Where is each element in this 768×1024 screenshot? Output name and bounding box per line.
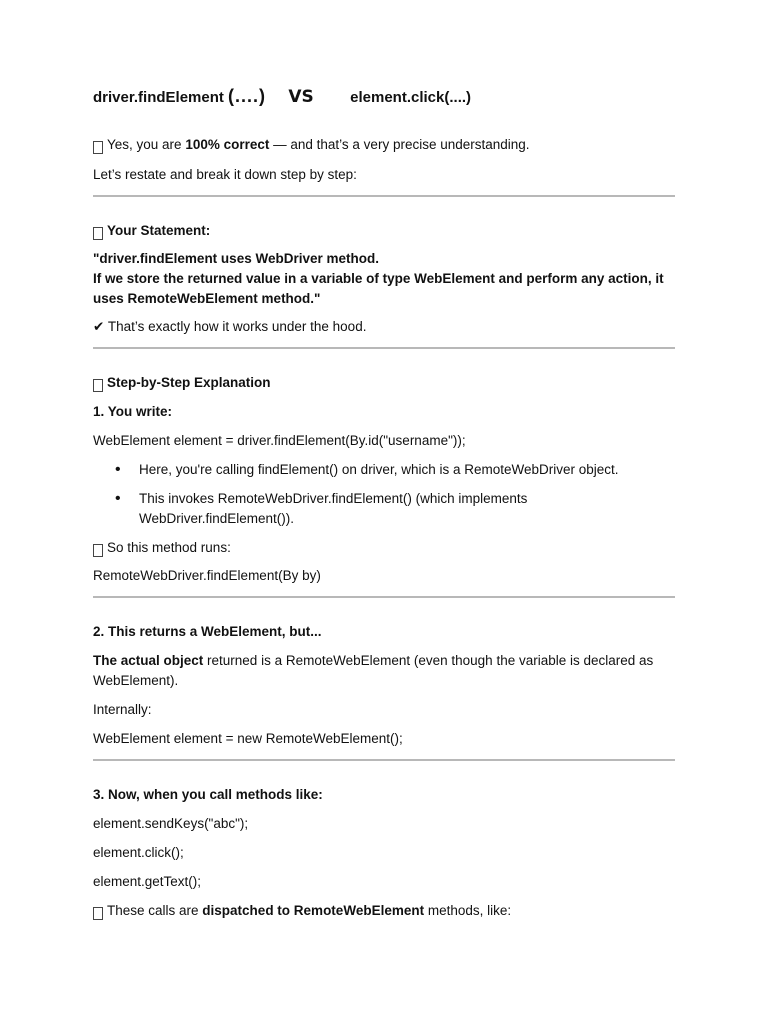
step2-internally: Internally: <box>93 702 152 717</box>
step2-paragraph <box>93 651 675 691</box>
runs-label-text: So this method runs: <box>107 540 231 555</box>
check-emoji-icon <box>93 141 103 154</box>
divider <box>93 596 675 598</box>
intro-line <box>93 135 530 155</box>
explanation-heading-text: Step-by-Step Explanation <box>107 375 271 390</box>
intro-line2: Let’s restate and break it down step by step: <box>93 167 357 182</box>
dispatch-post: methods, like: <box>424 903 512 918</box>
dispatch-bold: dispatched to RemoteWebElement <box>202 903 425 918</box>
runs-code: RemoteWebDriver.findElement(By by) <box>93 568 321 583</box>
step3-code-line: element.getText(); <box>93 874 202 889</box>
intro-pre: Yes, you are <box>107 137 186 152</box>
step1-code: WebElement element = driver.findElement(By.id("username")); <box>93 433 466 448</box>
dispatch-pre: These calls are <box>107 903 203 918</box>
bullet-text-2: This invokes RemoteWebDriver.findElement() (which implements WebDriver.findElement()). <box>139 491 528 526</box>
statement-quote-line2: If we store the returned value in a variable of type WebElement and perform any action, it uses RemoteWebElement method." <box>93 271 664 306</box>
runs-label <box>93 538 231 558</box>
step2-text: returned is a RemoteWebElement (even though the variable is declared as WebElement). <box>93 653 654 688</box>
title-vs: VS <box>288 87 314 107</box>
intro-bold: 100% correct <box>185 137 270 152</box>
magnifier-emoji-icon <box>93 379 103 392</box>
step1-heading: 1. You write: <box>93 404 173 419</box>
step3-code-line: element.sendKeys("abc"); <box>93 816 249 831</box>
divider <box>93 195 675 197</box>
explanation-heading <box>93 373 271 393</box>
step2-bold: The actual object <box>93 653 204 668</box>
arrow-emoji-icon <box>93 544 103 557</box>
title-right: element.click(....) <box>350 89 472 106</box>
bullet-dot: • <box>115 490 121 507</box>
divider <box>93 759 675 761</box>
title-left: driver.findElement <box>93 89 224 106</box>
bullet-text-1: Here, you're calling findElement() on driver, which is a RemoteWebDriver object. <box>139 462 619 477</box>
title-paren: (....) <box>228 86 267 106</box>
statement-quote-line1: "driver.findElement uses WebDriver method. <box>93 251 379 266</box>
divider <box>93 347 675 349</box>
pin-emoji-icon <box>93 227 103 240</box>
bullet-dot: • <box>115 461 121 478</box>
intro-post: — and that’s a very precise understanding. <box>269 137 530 152</box>
statement-heading <box>93 221 210 241</box>
step3-dispatch <box>93 901 511 921</box>
step3-heading: 3. Now, when you call methods like: <box>93 787 323 802</box>
step2-code: WebElement element = new RemoteWebElement(); <box>93 731 403 746</box>
step3-code-line: element.click(); <box>93 845 184 860</box>
arrow-emoji-icon <box>93 907 103 920</box>
page-title <box>93 86 471 107</box>
statement-heading-text: Your Statement: <box>107 223 211 238</box>
step2-heading: 2. This returns a WebElement, but... <box>93 624 322 639</box>
statement-confirm: ✔ That’s exactly how it works under the hood. <box>93 319 367 334</box>
